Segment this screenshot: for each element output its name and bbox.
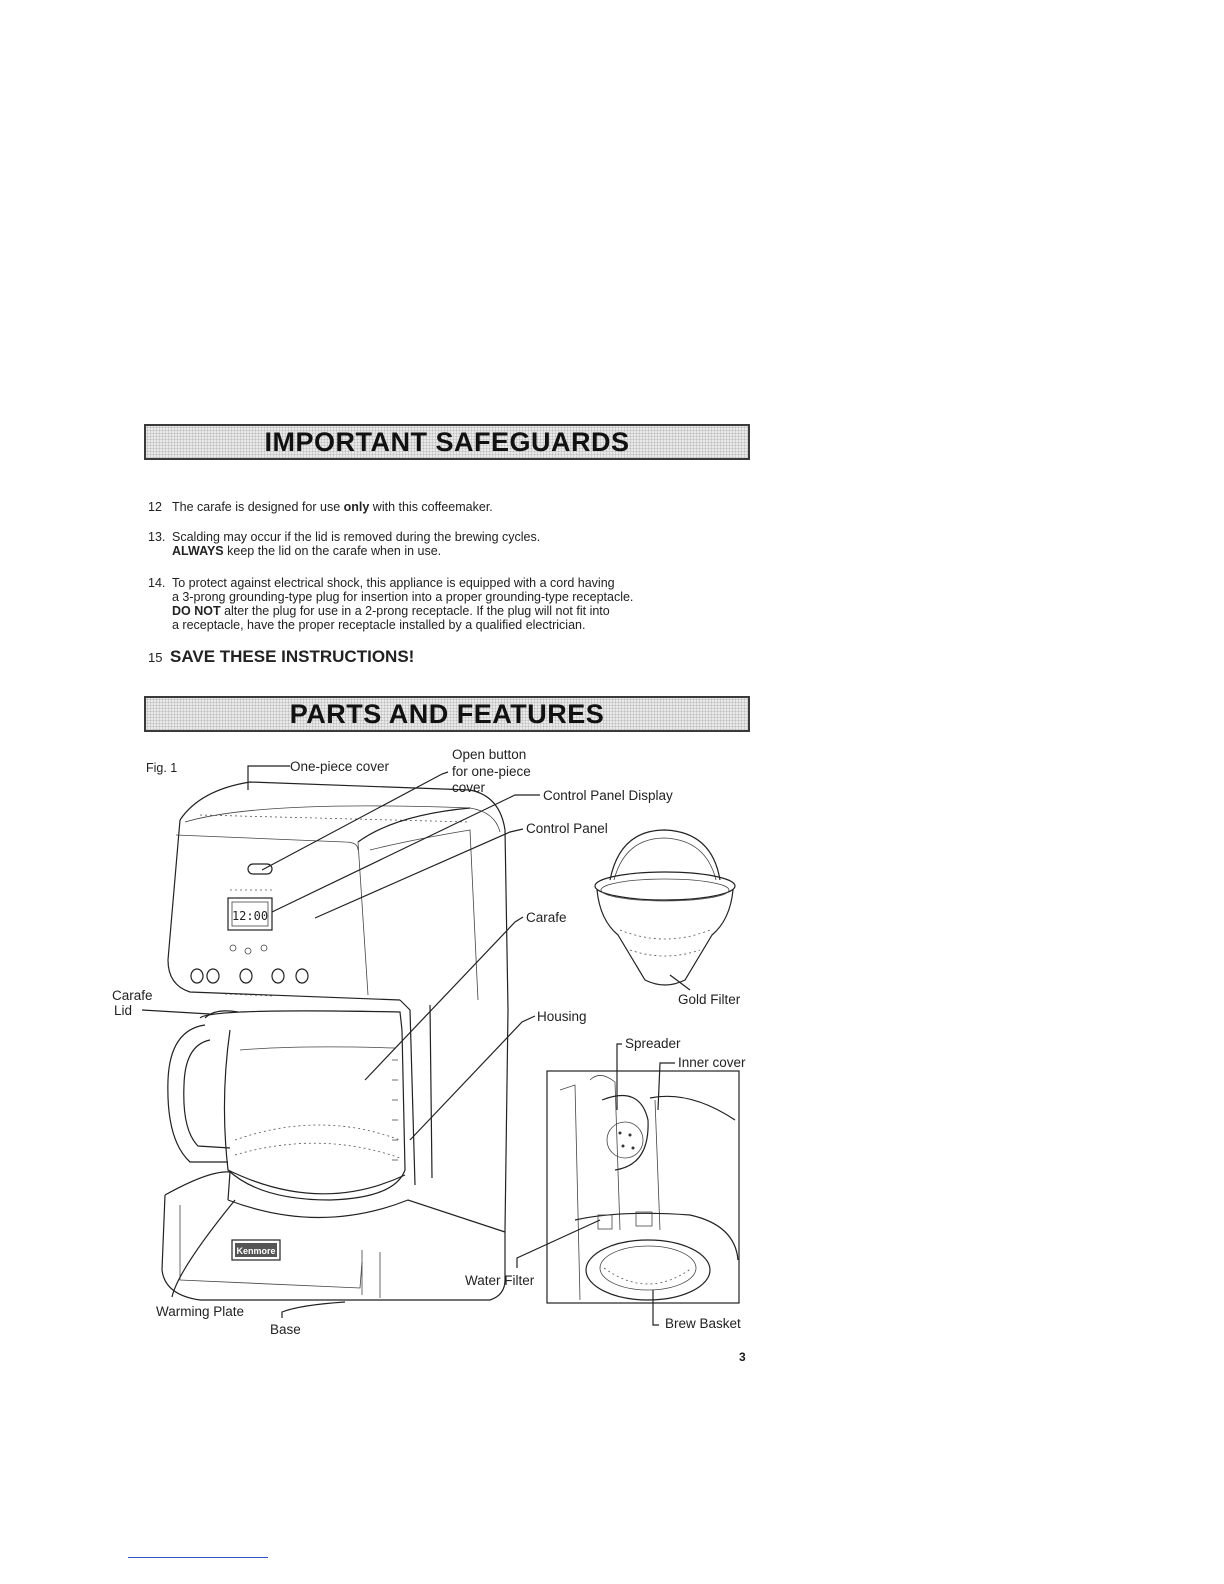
page-number: 3 bbox=[739, 1350, 746, 1364]
open-button-label-line1: Open button bbox=[452, 747, 527, 762]
base-label: Base bbox=[270, 1322, 301, 1337]
brew-basket-inset-drawing bbox=[547, 1071, 739, 1303]
item-text: The carafe is designed for use bbox=[172, 500, 344, 514]
spreader-label: Spreader bbox=[625, 1036, 681, 1051]
item-number: 14. bbox=[148, 576, 166, 590]
important-safeguards-heading: IMPORTANT SAFEGUARDS bbox=[264, 426, 630, 457]
item-text: keep the lid on the carafe when in use. bbox=[223, 544, 442, 558]
figure-label: Fig. 1 bbox=[146, 761, 178, 775]
gold-filter-label: Gold Filter bbox=[678, 992, 741, 1007]
item-emphasis: DO NOT bbox=[172, 604, 221, 618]
housing-label: Housing bbox=[537, 1009, 587, 1024]
parts-and-features-heading: PARTS AND FEATURES bbox=[289, 698, 605, 729]
item-number: 13. bbox=[148, 530, 166, 544]
carafe-lid-label-line2: Lid bbox=[114, 1003, 133, 1018]
open-button-label-line3: cover bbox=[452, 780, 486, 795]
warming-plate-label: Warming Plate bbox=[156, 1304, 245, 1319]
brew-basket-label: Brew Basket bbox=[665, 1316, 741, 1331]
gold-filter-drawing bbox=[595, 830, 735, 985]
item-emphasis: only bbox=[343, 500, 370, 514]
brand-logo: Kenmore bbox=[236, 1246, 276, 1256]
inner-cover-label: Inner cover bbox=[678, 1055, 746, 1070]
item-text: Scalding may occur if the lid is removed during the brewing cycles. bbox=[172, 530, 541, 544]
carafe-lid-label-line1: Carafe bbox=[112, 988, 153, 1003]
item-number: 15 bbox=[148, 650, 163, 665]
leader-lines bbox=[142, 766, 690, 1325]
item-emphasis: ALWAYS bbox=[172, 544, 224, 558]
save-instructions-text: SAVE THESE INSTRUCTIONS! bbox=[170, 647, 415, 666]
open-button-label-line2: for one-piece bbox=[452, 764, 531, 779]
item-text: with this coffeemaker. bbox=[369, 500, 493, 514]
item-text: alter the plug for use in a 2-prong receptacle. If the plug will not fit into bbox=[220, 604, 610, 618]
item-text: a receptacle, have the proper receptacle installed by a qualified electrician. bbox=[172, 618, 586, 632]
footer-divider bbox=[128, 1557, 268, 1558]
one-piece-cover-label: One-piece cover bbox=[290, 759, 390, 774]
item-number: 12 bbox=[148, 500, 162, 514]
display-time: 12:00 bbox=[231, 909, 269, 923]
water-filter-label: Water Filter bbox=[465, 1273, 535, 1288]
control-panel-label: Control Panel bbox=[526, 821, 608, 836]
control-panel-display-label: Control Panel Display bbox=[543, 788, 673, 803]
coffeemaker-drawing bbox=[162, 782, 508, 1300]
item-text: a 3-prong grounding-type plug for insertion into a proper grounding-type receptacle. bbox=[172, 590, 634, 604]
item-text: To protect against electrical shock, this appliance is equipped with a cord having bbox=[172, 576, 615, 590]
carafe-label: Carafe bbox=[526, 910, 567, 925]
